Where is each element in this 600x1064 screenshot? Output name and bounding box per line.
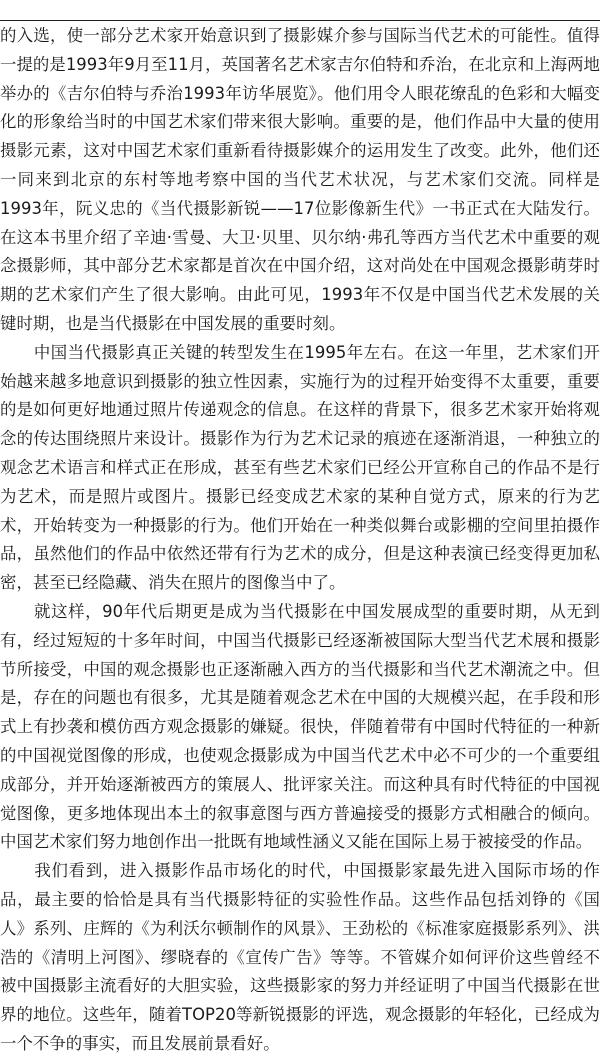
paragraph-3: 就这样，90年代后期更是成为当代摄影在中国发展成型的重要时期，从无到有，经过短短的十多年时间，中国当代摄影已经逐渐被国际大型当代艺术展和摄影节所接受，中国的观念摄影也正逐渐融入西方的当代摄影和当代艺术潮流之中。但是，存在的问题也有很多，尤其是随着观念艺术在中国的大规模兴起，在手段和形式上有抄袭和模仿西方观念摄影的嫌疑。很快，伴随着带有中国时代特征的一种新的中国视觉图像的形成，也使观念摄影成为中国当代艺术中必不可少的一个重要组成部分，并开始逐渐被西方的策展人、批评家关注。而这种具有时代特征的中国视觉图像，更多地体现出本土的叙事意图与西方普遍接受的摄影方式相融合的倾向。中国艺术家们努力地创作出一批既有地域性涵义又能在国际上易于被接受的作品。 <box>0 601 600 852</box>
header-rule <box>0 20 600 21</box>
paragraph-1: 的入选，使一部分艺术家开始意识到了摄影媒介参与国际当代艺术的可能性。值得一提的是1993年9月至11月，英国著名艺术家吉尔伯特和乔治，在北京和上海两地举办的《吉尔伯特与乔治1993年访华展览》。他们用令人眼花缭乱的色彩和大幅变化的形象给当时的中国艺术家们带来很大影响。重要的是，他们作品中大量的使用摄影元素，这对中国艺术家们重新看待摄影媒介的运用发生了改变。此外，他们还一同来到北京的东村等地考察中国的当代艺术状况，与艺术家们交流。同样是1993年，阮义忠的《当代摄影新锐——17位影像新生代》一书正式在大陆发行。在这本书里介绍了辛迪·雪曼、大卫·贝里、贝尔纳·弗孔等西方当代艺术中重要的观念摄影师，其中部分艺术家都是首次在中国介绍，这对尚处在中国观念摄影萌芽时期的艺术家们产生了很大影响。由此可见，1993年不仅是中国当代艺术发展的关键时期，也是当代摄影在中国发展的重要时刻。 <box>0 26 600 333</box>
article-body <box>0 22 600 1059</box>
paragraph-4: 我们看到，进入摄影作品市场化的时代，中国摄影家最先进入国际市场的作品，最主要的恰恰是具有当代摄影特征的实验性作品。这些作品包括刘铮的《国人》系列、庄辉的《为利沃尔顿制作的风景》、王劲松的《标准家庭摄影系列》、洪浩的《清明上河图》、缪晓春的《宣传广告》等等。不管媒介如何评价这些曾经不被中国摄影主流看好的大胆实验，这些摄影家的努力并经证明了中国当代摄影在世界的地位。这些年，随着TOP20等新锐摄影的评选，观念摄影的年轻化，已经成为一个不争的事实，而且发展前景看好。 <box>0 861 600 1053</box>
paragraph-2: 中国当代摄影真正关键的转型发生在1995年左右。在这一年里，艺术家们开始越来越多地意识到摄影的独立性因素，实施行为的过程开始变得不太重要，重要的是如何更好地通过照片传递观念的信息。在这样的背景下，很多艺术家开始将观念的传达围绕照片来设计。摄影作为行为艺术记录的痕迹在逐渐消退，一种独立的观念艺术语言和样式正在形成，甚至有些艺术家们已经公开宣称自己的作品不是行为艺术，而是照片或图片。摄影已经变成艺术家的某种自觉方式，原来的行为艺术，开始转变为一种摄影的行为。他们开始在一种类似舞台或影棚的空间里拍摄作品，虽然他们的作品中依然还带有行为艺术的成分，但是这种表演已经变得更加私密，甚至已经隐藏、消失在照片的图像当中了。 <box>0 342 600 593</box>
